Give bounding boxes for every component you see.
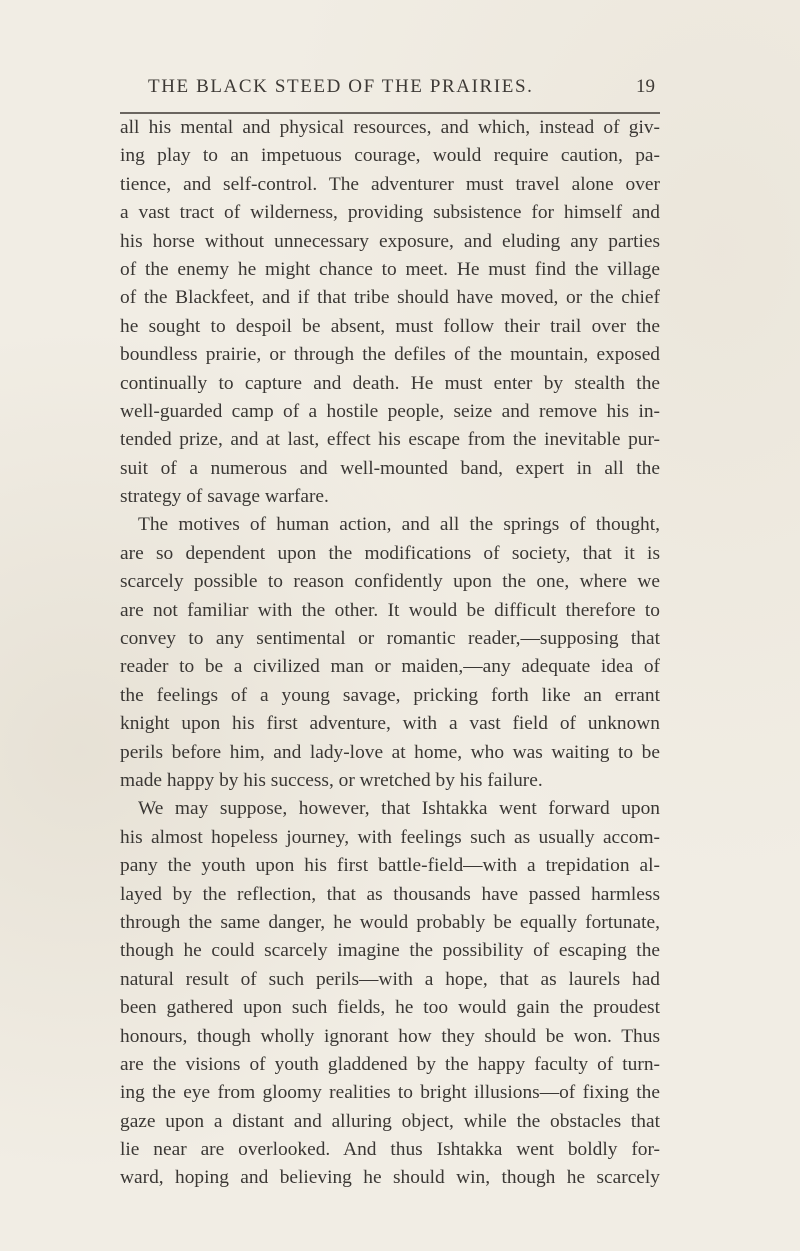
paragraph-end-line: made happy by his success, or wretched by his failure. — [120, 769, 543, 791]
text-line: continually to capture and death. He must enter by stealth the — [120, 372, 660, 394]
text-line: layed by the reflection, that as thousands have passed harmless — [120, 883, 660, 905]
text-line: lie near are overlooked. And thus Ishtakka went boldly for- — [120, 1139, 660, 1161]
text-line: of the enemy he might chance to meet. He must find the village — [120, 258, 660, 280]
text-line: ing the eye from gloomy realities to bright illusions—of fixing the — [120, 1082, 660, 1104]
text-line: the feelings of a young savage, pricking forth like an errant — [120, 684, 660, 706]
text-line: convey to any sentimental or romantic reader,—supposing that — [120, 628, 660, 650]
text-line: tience, and self-control. The adventurer must travel alone over — [120, 173, 660, 195]
text-line: are not familiar with the other. It would be difficult therefore to — [120, 599, 660, 621]
running-head-title: THE BLACK STEED OF THE PRAIRIES. — [148, 76, 534, 97]
text-line: well-guarded camp of a hostile people, seize and remove his in- — [120, 400, 660, 422]
text-line: pany the youth upon his first battle-field—with a trepidation al- — [120, 855, 660, 877]
text-line: ward, hoping and believing he should win, though he scarcely — [120, 1167, 660, 1189]
text-line: a vast tract of wilderness, providing subsistence for himself and — [120, 202, 660, 224]
paragraph-start-line: We may suppose, however, that Ishtakka went forward upon — [138, 798, 660, 820]
text-line: natural result of such perils—with a hope, that as laurels had — [120, 968, 660, 990]
text-line: tended prize, and at last, effect his escape from the inevitable pur- — [120, 429, 660, 451]
paragraph-end-line: strategy of savage warfare. — [120, 486, 329, 508]
text-line: scarcely possible to reason confidently upon the one, where we — [120, 571, 660, 593]
text-line: suit of a numerous and well-mounted band, expert in all the — [120, 457, 660, 479]
text-line: are so dependent upon the modifications of society, that it is — [120, 542, 660, 564]
page-number: 19 — [636, 76, 655, 97]
text-line: he sought to despoil be absent, must follow their trail over the — [120, 315, 660, 337]
text-line: through the same danger, he would probably be equally fortunate, — [120, 911, 660, 933]
text-line: gaze upon a distant and alluring object, while the obstacles that — [120, 1110, 660, 1132]
text-line: his almost hopeless journey, with feelings such as usually accom- — [120, 826, 660, 848]
text-line: though he could scarcely imagine the possibility of escaping the — [120, 940, 660, 962]
text-line: perils before him, and lady-love at home, who was waiting to be — [120, 741, 660, 763]
text-line: are the visions of youth gladdened by the happy faculty of turn- — [120, 1053, 660, 1075]
body-text — [120, 114, 660, 1193]
text-line: honours, though wholly ignorant how they should be won. Thus — [120, 1025, 660, 1047]
text-line: boundless prairie, or through the defiles of the mountain, exposed — [120, 344, 660, 366]
text-line: his horse without unnecessary exposure, and eluding any parties — [120, 230, 660, 252]
text-line: of the Blackfeet, and if that tribe should have moved, or the chief — [120, 287, 660, 309]
text-line: all his mental and physical resources, and which, instead of giv- — [120, 117, 660, 138]
paragraph-start-line: The motives of human action, and all the springs of thought, — [138, 514, 660, 536]
text-line: reader to be a civilized man or maiden,—any adequate idea of — [120, 656, 660, 678]
text-line: knight upon his first adventure, with a vast field of unknown — [120, 713, 660, 735]
text-line: been gathered upon such fields, he too would gain the proudest — [120, 997, 660, 1019]
text-line: ing play to an impetuous courage, would require caution, pa- — [120, 145, 660, 167]
